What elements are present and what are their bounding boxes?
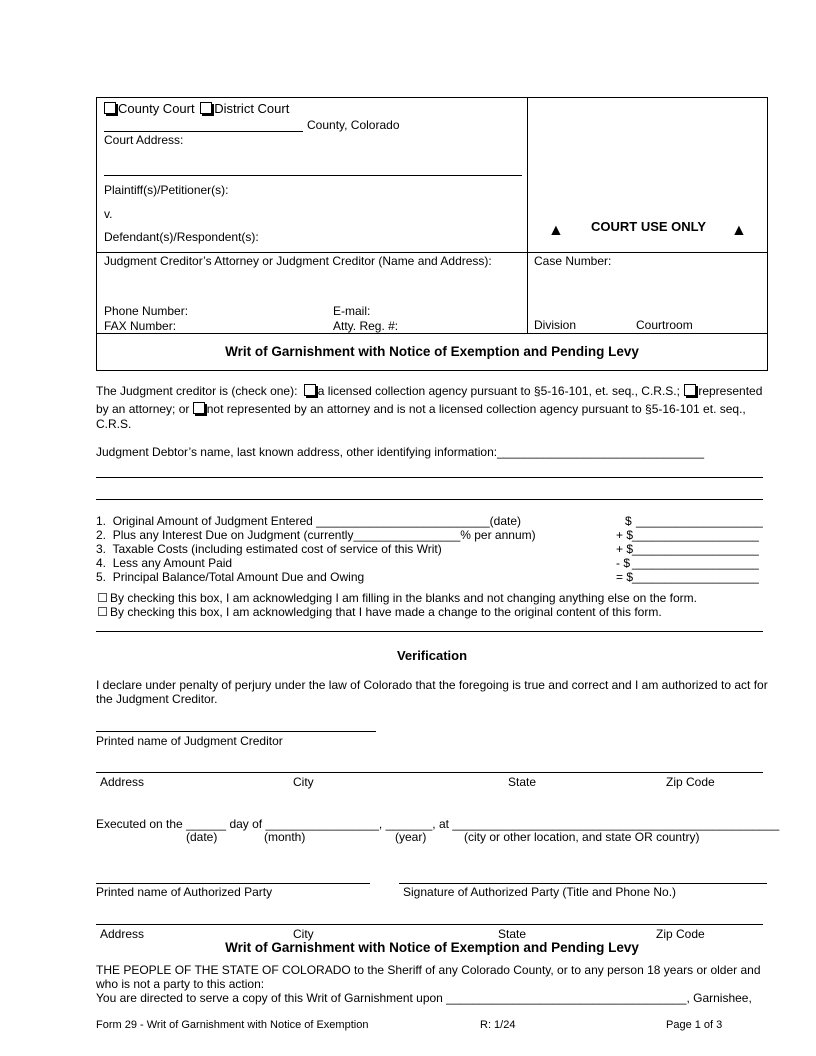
- amount-blank[interactable]: ___________________: [632, 528, 759, 542]
- verification-title: Verification: [396, 648, 468, 663]
- auth-signature-label: Signature of Authorized Party (Title and Phone No.): [403, 885, 677, 899]
- footer-revision: R: 1/24: [480, 1019, 516, 1031]
- creditor-name-line[interactable]: [96, 731, 376, 732]
- footer-form: Form 29 - Writ of Garnishment with Notice of Exemption: [96, 1019, 369, 1031]
- ack-changed-checkbox[interactable]: [98, 607, 107, 616]
- collection-agency-label: a licensed collection agency pursuant to §5-16-101, et. seq., C.R.S.;: [317, 384, 680, 398]
- amount-row: [96, 542, 442, 556]
- amount-label: Original Amount of Judgment Entered __________________________(date): [112, 514, 522, 528]
- crs-label: C.R.S.: [96, 417, 132, 431]
- amount-num: 5.: [96, 570, 107, 584]
- amount-blank[interactable]: ___________________: [632, 542, 759, 556]
- ack-row-1: [98, 591, 697, 605]
- division-label: Division: [534, 318, 577, 332]
- creditor-line-1: [96, 384, 762, 398]
- ack-blanks-label: By checking this box, I am acknowledging I am filling in the blanks and not changing anything else on the form.: [110, 591, 698, 605]
- month-caption: (month): [264, 830, 306, 844]
- date-caption: (date): [186, 830, 218, 844]
- amount-label: Less any Amount Paid: [112, 556, 233, 570]
- triangle-right-icon: ▲: [731, 222, 747, 239]
- auth-name-line[interactable]: [96, 883, 370, 884]
- creditor-intro: The Judgment creditor is (check one):: [96, 384, 298, 398]
- state-label: State: [508, 775, 537, 789]
- court-use-only: COURT USE ONLY: [591, 219, 707, 234]
- not-represented-checkbox[interactable]: [193, 402, 205, 414]
- versus-label: v.: [104, 207, 113, 221]
- amount-row: [96, 570, 364, 584]
- creditor-address-line[interactable]: [96, 772, 763, 773]
- fax-label: FAX Number:: [104, 319, 177, 333]
- amount-label: Principal Balance/Total Amount Due and Owing: [112, 570, 365, 584]
- writ-title: Writ of Garnishment with Notice of Exemption and Pending Levy: [225, 940, 639, 955]
- amount-sign: - $: [616, 556, 631, 570]
- courtroom-label: Courtroom: [636, 318, 693, 332]
- phone-label: Phone Number:: [104, 304, 189, 318]
- divider: [96, 631, 763, 632]
- amount-label: Plus any Interest Due on Judgment (currently________________% per annum): [112, 528, 536, 542]
- district-court-checkbox[interactable]: [200, 102, 212, 114]
- by-attorney-label: by an attorney; or: [96, 402, 190, 416]
- ack-changed-label: By checking this box, I am acknowledging that I have made a change to the original content of this form.: [110, 605, 662, 619]
- auth-signature-line[interactable]: [399, 883, 767, 884]
- atty-reg-label: Atty. Reg. #:: [333, 319, 399, 333]
- amount-num: 3.: [96, 542, 107, 556]
- collection-agency-checkbox[interactable]: [304, 384, 316, 396]
- address-label: Address: [100, 927, 145, 941]
- footer-page: Page 1 of 3: [666, 1019, 723, 1031]
- debtor-line-1[interactable]: [96, 477, 763, 478]
- creditor-line-2: [96, 402, 746, 416]
- amount-blank[interactable]: ___________________: [636, 514, 763, 528]
- city-label: City: [293, 775, 314, 789]
- ack-blanks-checkbox[interactable]: [98, 593, 107, 602]
- ack-row-2: [98, 605, 662, 619]
- writ-line-2: who is not a party to this action:: [96, 977, 265, 991]
- amount-sign: + $: [616, 528, 634, 542]
- amount-row: [96, 514, 521, 528]
- not-represented-label: not represented by an attorney and is not a licensed collection agency pursuant to §5-16-101 et. seq.,: [206, 402, 746, 416]
- email-label: E-mail:: [333, 304, 371, 318]
- district-court-label: District Court: [214, 101, 290, 116]
- amount-blank[interactable]: ___________________: [632, 570, 759, 584]
- verification-text-1: I declare under penalty of perjury under the law of Colorado that the foregoing is true and correct and I am authorized to act for: [96, 678, 768, 692]
- auth-address-line[interactable]: [96, 924, 763, 925]
- county-court-label: County Court: [118, 101, 195, 116]
- debtor-line-2[interactable]: [96, 499, 763, 500]
- plaintiff-label: Plaintiff(s)/Petitioner(s):: [104, 183, 229, 197]
- amount-row: [96, 556, 232, 570]
- verification-text-2: the Judgment Creditor.: [96, 692, 218, 706]
- defendant-label: Defendant(s)/Respondent(s):: [104, 230, 259, 244]
- represented-label: represented: [698, 384, 763, 398]
- amount-num: 2.: [96, 528, 107, 542]
- amount-num: 1.: [96, 514, 107, 528]
- court-address-label: Court Address:: [104, 133, 184, 147]
- amount-blank[interactable]: ___________________: [632, 556, 759, 570]
- amount-sign: = $: [616, 570, 634, 584]
- county-suffix: County, Colorado: [307, 118, 400, 132]
- zip-label: Zip Code: [656, 927, 705, 941]
- executed-line[interactable]: Executed on the ______ day of _________________, _______, at _________________________________________________: [96, 817, 780, 831]
- address-label: Address: [100, 775, 145, 789]
- form-title: Writ of Garnishment with Notice of Exemption and Pending Levy: [225, 344, 639, 359]
- writ-line-1: THE PEOPLE OF THE STATE OF COLORADO to the Sheriff of any Colorado County, or to any person 18 years or older and: [96, 963, 761, 977]
- case-number-label: Case Number:: [534, 254, 612, 268]
- amount-label: Taxable Costs (including estimated cost of service of this Writ): [112, 542, 442, 556]
- triangle-left-icon: ▲: [548, 222, 564, 239]
- zip-label: Zip Code: [666, 775, 715, 789]
- county-blank-line[interactable]: [104, 131, 303, 132]
- writ-line-3: You are directed to serve a copy of this Writ of Garnishment upon ____________________________________, Garnishee,: [96, 991, 752, 1005]
- court-type-row: [104, 101, 289, 116]
- court-address-line[interactable]: [104, 175, 522, 176]
- debtor-label: Judgment Debtor’s name, last known address, other identifying information:_______________________________: [96, 445, 704, 459]
- amount-num: 4.: [96, 556, 107, 570]
- county-court-checkbox[interactable]: [104, 102, 116, 114]
- location-caption: (city or other location, and state OR country): [464, 830, 700, 844]
- represented-checkbox[interactable]: [684, 384, 696, 396]
- city-label: City: [293, 927, 314, 941]
- year-caption: (year): [395, 830, 427, 844]
- amount-sign: $: [625, 514, 632, 528]
- attorney-label: Judgment Creditor’s Attorney or Judgment Creditor (Name and Address):: [104, 254, 492, 268]
- amount-row: [96, 528, 536, 542]
- printed-name-label: Printed name of Judgment Creditor: [96, 734, 283, 748]
- amount-sign: + $: [616, 542, 634, 556]
- state-label: State: [498, 927, 527, 941]
- auth-name-label: Printed name of Authorized Party: [96, 885, 273, 899]
